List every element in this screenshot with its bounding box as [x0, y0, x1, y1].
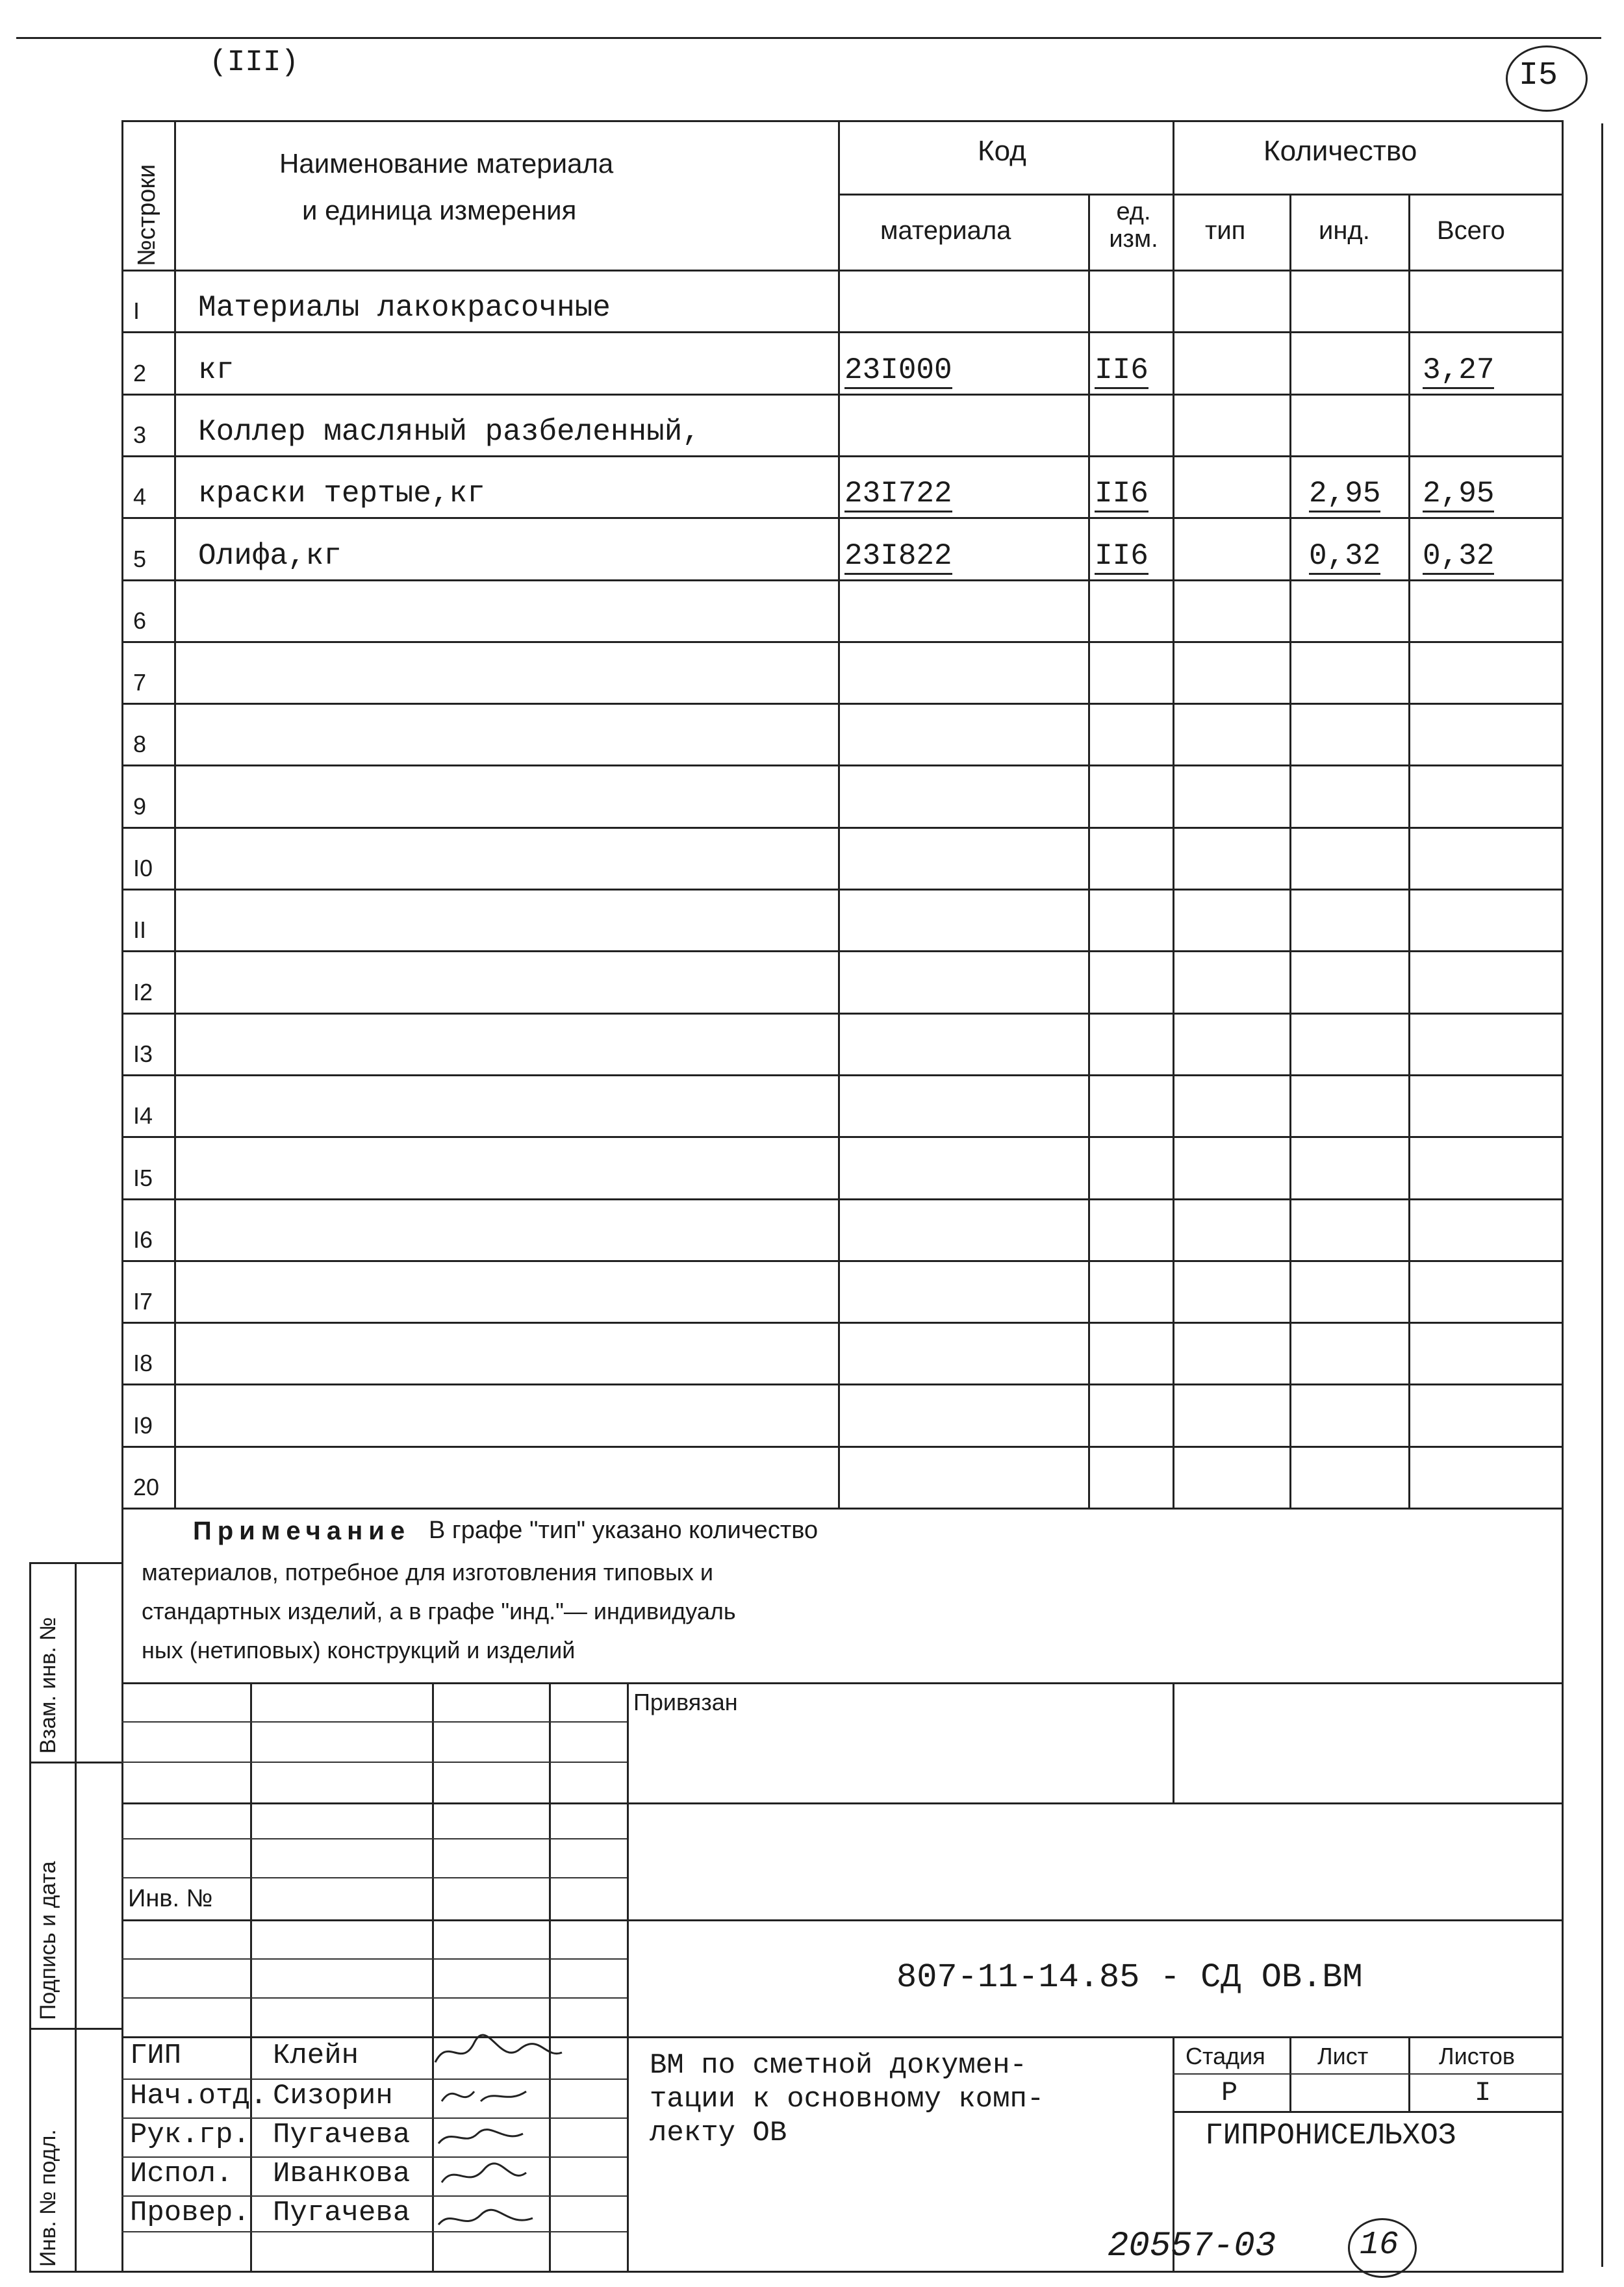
header-name-line2: и единица измерения [302, 195, 577, 225]
org-name: ГИПРОНИСЕЛЬХОЗ [1205, 2119, 1456, 2153]
cell-total: 3,27 [1423, 353, 1494, 389]
stamp-right [1562, 1507, 1564, 2272]
row-divider [121, 1322, 1564, 1324]
stage-value: Р [1221, 2077, 1238, 2108]
row-divider [121, 1013, 1564, 1015]
right-border [1601, 123, 1603, 2267]
staff-name: Пугачева [273, 2197, 411, 2229]
staff-role: Нач.отд. [130, 2080, 268, 2112]
stamp-grid-line [121, 1919, 1564, 1921]
label-vzam-inv: Взам. инв. № [36, 1617, 60, 1754]
cell-code: 23I822 [844, 539, 952, 575]
row-divider [121, 889, 1564, 891]
cell-ind: 2,95 [1309, 477, 1380, 512]
stamp-doc-code: 807-11-14.85 - СД ОВ.ВМ [896, 1958, 1363, 1997]
row-divider [121, 1508, 1564, 1510]
archive-number: 20557-03 [1108, 2227, 1276, 2266]
cell-ind: 0,32 [1309, 539, 1380, 575]
staff-name: Клейн [273, 2040, 359, 2072]
stamp-col-d [627, 1682, 629, 2272]
cell-n: I7 [133, 1288, 153, 1315]
row-divider [121, 1384, 1564, 1385]
stamp-col-e [1173, 1682, 1174, 1802]
stamp-col-a [250, 1682, 252, 2272]
stamp-description-3: лекту ОВ [650, 2117, 787, 2149]
staff-name: Пугачева [273, 2119, 411, 2151]
cell-n: 7 [133, 669, 147, 696]
archive-page: 16 [1360, 2227, 1399, 2264]
note-line1: В графе "тип" указано количество [429, 1517, 818, 1544]
row-divider [121, 1198, 1564, 1200]
stamp-grid-line [121, 1877, 627, 1878]
stamp-left [121, 1682, 123, 2272]
col-sep-4 [1173, 120, 1174, 1508]
col-sep-6 [1408, 194, 1410, 1508]
stamp-description-1: ВМ по сметной докумен- [650, 2049, 1027, 2082]
cell-n: 4 [133, 483, 147, 510]
row-divider [121, 950, 1564, 952]
note-left [121, 1507, 123, 1682]
stamp-grid-line [121, 1802, 1564, 1804]
top-border [16, 37, 1601, 39]
staff-role: ГИП [130, 2040, 182, 2072]
header-qty-ind: инд. [1319, 216, 1370, 245]
row-divider [121, 827, 1564, 829]
sheets-value: I [1475, 2077, 1491, 2108]
cell-n: 8 [133, 731, 147, 757]
table-top [121, 120, 1564, 122]
stamp-grid-line [121, 1721, 627, 1723]
stamp-grid-line [121, 1838, 627, 1839]
cell-n: 20 [133, 1474, 160, 1500]
col-sep-3 [1088, 194, 1090, 1508]
cell-name: краски тертые,кг [198, 477, 485, 511]
label-inv-podl: Инв. № подл. [36, 2129, 60, 2267]
sheets-label: Листов [1439, 2043, 1515, 2069]
cell-name: Олифа,кг [198, 539, 342, 573]
row-divider [121, 579, 1564, 581]
cell-code: 23I722 [844, 477, 952, 512]
strip-top [29, 1562, 121, 1564]
label-signature-date: Подпись и дата [36, 1861, 60, 2020]
strip-sep1 [29, 1762, 121, 1763]
cell-n: I8 [133, 1350, 153, 1376]
stamp-description-2: тации к основному комп- [650, 2083, 1045, 2116]
strip-left [29, 1562, 31, 2272]
note-line2: материалов, потребное для изготовления типовых и [142, 1559, 714, 1586]
cell-n: I [133, 297, 140, 324]
col-sep-2 [838, 120, 840, 1508]
row-divider [121, 455, 1564, 457]
strip-right [75, 1562, 77, 2272]
staff-name: Сизорин [273, 2080, 393, 2112]
header-code: Код [978, 135, 1026, 167]
header-qty-total: Всего [1437, 216, 1505, 245]
col-sep-5 [1289, 194, 1291, 1508]
stamp-grid-line [121, 1997, 627, 1999]
col-sep-1 [174, 120, 176, 1508]
cell-n: 2 [133, 360, 147, 386]
cell-n: 5 [133, 546, 147, 572]
row-divider [121, 394, 1564, 396]
cell-n: I5 [133, 1165, 153, 1191]
header-row-no: №строки [133, 164, 160, 266]
row-divider [121, 641, 1564, 643]
cell-n: 3 [133, 422, 147, 448]
row-divider [121, 1446, 1564, 1448]
header-qty-type: тип [1205, 216, 1246, 245]
row-divider [121, 703, 1564, 705]
staff-role: Провер. [130, 2197, 250, 2229]
cell-unit: II6 [1095, 539, 1148, 575]
table-right [1562, 120, 1564, 1508]
stage-label: Стадия [1186, 2043, 1265, 2069]
cell-n: I9 [133, 1412, 153, 1439]
row-divider [121, 1136, 1564, 1138]
row-divider [121, 517, 1564, 519]
cell-name: Материалы лакокрасочные [198, 291, 611, 325]
header-bottom-line [121, 270, 1564, 272]
note-line3: стандартных изделий, а в графе "инд."— индивидуаль [142, 1598, 736, 1624]
stamp-grid-line [121, 1958, 627, 1960]
cell-name: кг [198, 353, 235, 387]
stage-row-line [1173, 2073, 1562, 2075]
sheet-label: Лист [1317, 2043, 1369, 2069]
header-quantity: Количество [1263, 135, 1417, 167]
row-divider [121, 331, 1564, 333]
row-divider [121, 764, 1564, 766]
cell-n: I3 [133, 1041, 153, 1067]
table-left [121, 120, 123, 1508]
stamp-inv-no: Инв. № [128, 1885, 218, 1913]
header-name-line1: Наименование материала [279, 148, 614, 179]
stamp-top [121, 1682, 1564, 1684]
cell-unit: II6 [1095, 477, 1148, 512]
cell-n: I0 [133, 855, 153, 881]
cell-n: 6 [133, 607, 147, 634]
staff-name: Иванкова [273, 2158, 411, 2190]
header-code-unit: ед. изм. [1109, 198, 1158, 253]
stamp-grid-line [121, 1762, 627, 1763]
cell-unit: II6 [1095, 353, 1148, 389]
header-code-material: материала [880, 216, 1011, 245]
cell-code: 23I000 [844, 353, 952, 389]
note-line4: ных (нетиповых) конструкций и изделий [142, 1637, 576, 1663]
strip-sep2 [29, 2028, 121, 2030]
cell-total: 0,32 [1423, 539, 1494, 575]
cell-total: 2,95 [1423, 477, 1494, 512]
cell-n: 9 [133, 793, 147, 820]
header-mid-line [838, 194, 1562, 196]
stage-bottom-line [1173, 2111, 1562, 2113]
note-title: Примечание [193, 1517, 411, 1545]
stamp-privyazan: Привязан [633, 1689, 738, 1715]
bottom-border [29, 2271, 1564, 2273]
section-mark: (III) [209, 45, 299, 79]
signatures-image [422, 2030, 572, 2270]
cell-n: II [133, 916, 147, 943]
cell-name: Коллер масляный разбеленный, [198, 415, 700, 449]
cell-n: I4 [133, 1102, 153, 1129]
staff-role: Рук.гр. [130, 2119, 250, 2151]
cell-n: I2 [133, 979, 153, 1005]
staff-role: Испол. [130, 2158, 233, 2190]
page-number: I5 [1519, 57, 1558, 94]
row-divider [121, 1074, 1564, 1076]
cell-n: I6 [133, 1226, 153, 1253]
row-divider [121, 1260, 1564, 1262]
stamp-grid-line [121, 2036, 1564, 2038]
